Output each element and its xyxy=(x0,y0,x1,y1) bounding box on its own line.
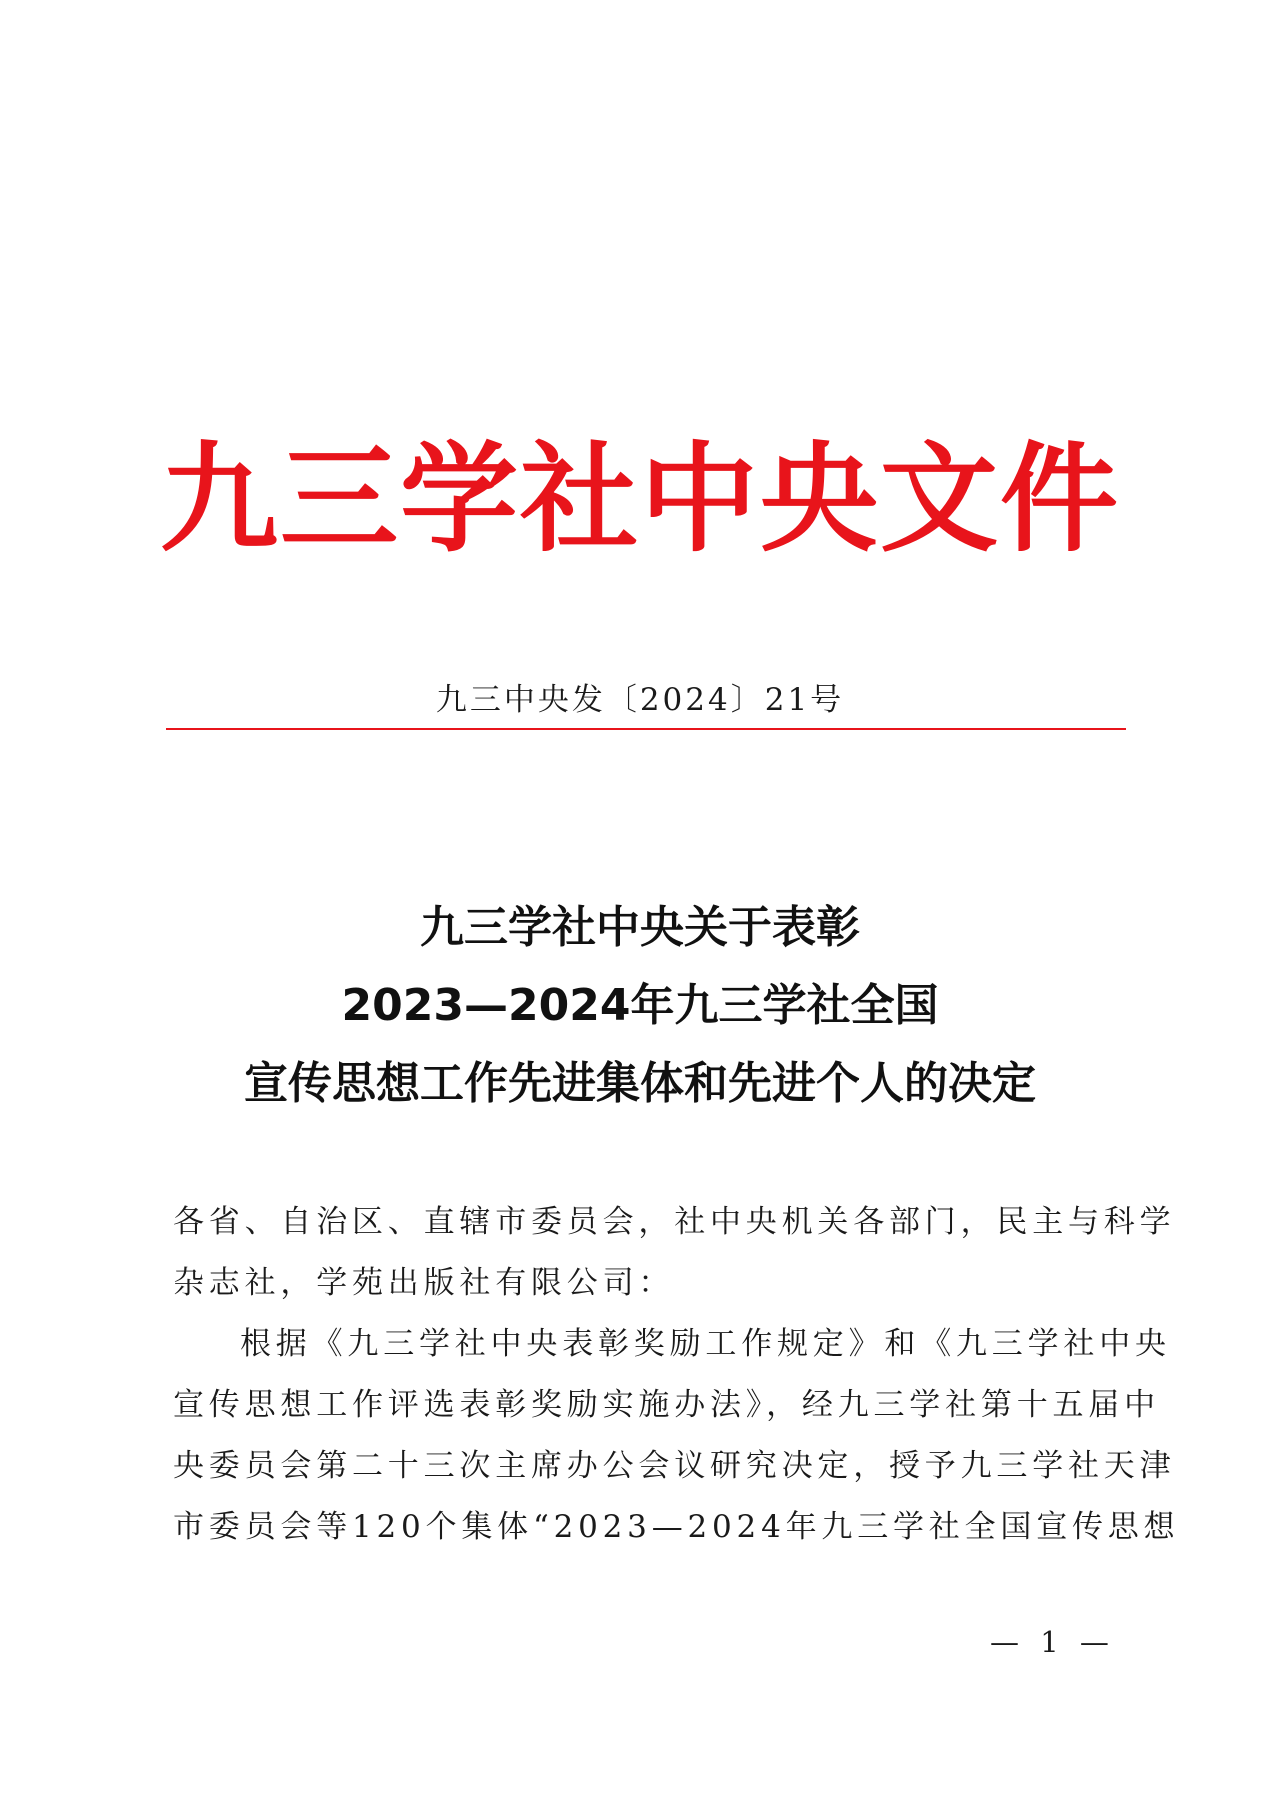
body-text-line: 央委员会第二十三次主席办公会议研究决定，授予九三学社天津 xyxy=(173,1448,1176,1484)
masthead-title: 九三学社中央文件 xyxy=(159,430,1120,568)
document-title-line-2: 2023—2024年九三学社全国 xyxy=(341,980,939,1031)
red-divider-line xyxy=(166,728,1126,730)
body-text-line: 市委员会等120个集体“2023—2024年九三学社全国宣传思想 xyxy=(173,1509,1180,1545)
document-title-line-1: 九三学社中央关于表彰 xyxy=(420,902,860,953)
body-text-line: 根据《九三学社中央表彰奖励工作规定》和《九三学社中央 xyxy=(240,1326,1171,1362)
body-text-line: 杂志社，学苑出版社有限公司： xyxy=(173,1265,675,1301)
body-text-line: 宣传思想工作评选表彰奖励实施办法》，经九三学社第十五届中 xyxy=(173,1387,1160,1423)
body-text-line: 各省、自治区、直辖市委员会，社中央机关各部门，民主与科学 xyxy=(173,1204,1176,1240)
document-number: 九三中央发〔2024〕21号 xyxy=(435,682,845,718)
document-title-line-3: 宣传思想工作先进集体和先进个人的决定 xyxy=(244,1058,1036,1109)
page-number: — 1 — xyxy=(990,1625,1115,1659)
